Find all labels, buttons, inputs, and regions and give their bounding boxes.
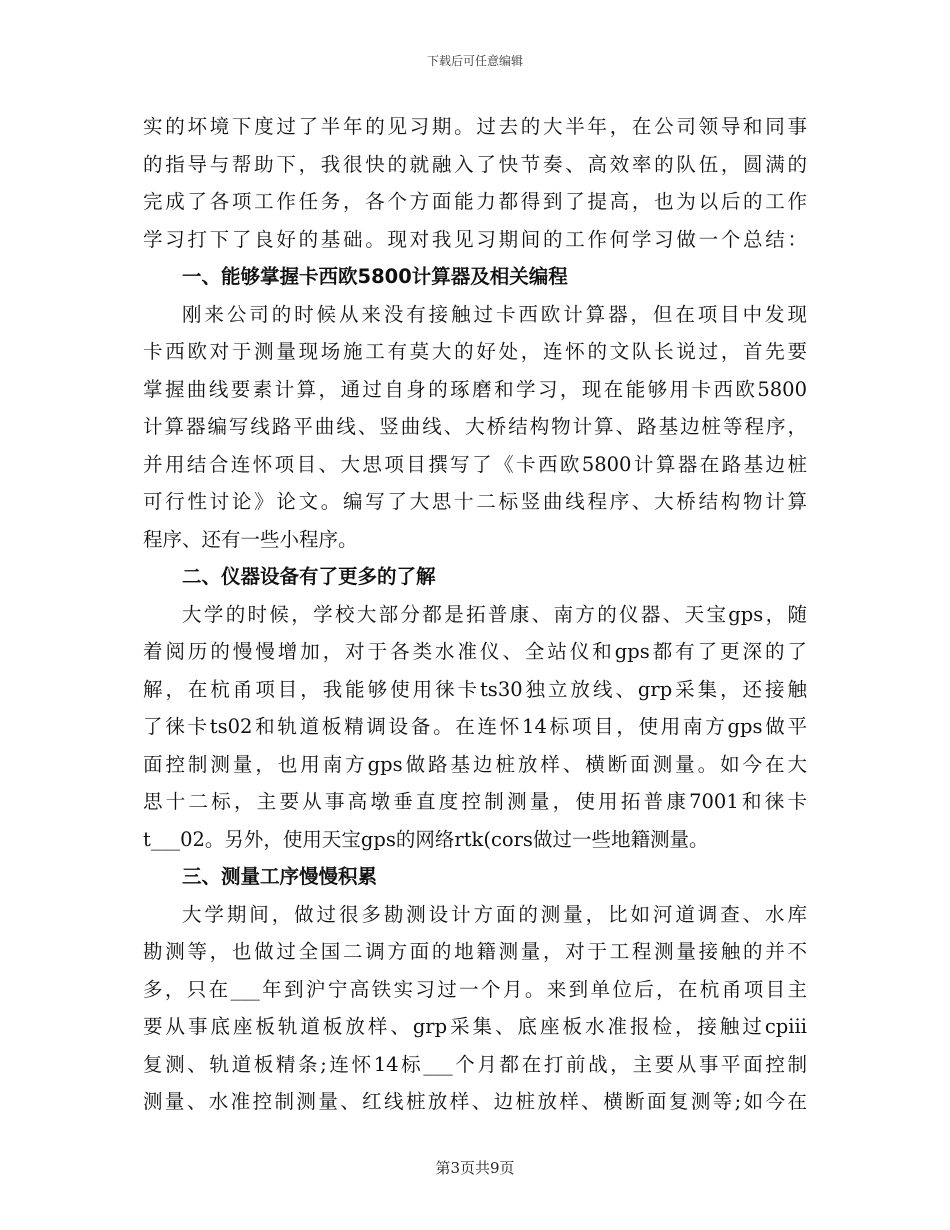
- page-number: 第3页共9页: [435, 1159, 515, 1177]
- section-1-line-3: 掌握曲线要素计算，通过自身的琢磨和学习，现在能够用卡西欧5800: [143, 377, 807, 401]
- section-2-line-1: 大学的时候，学校大部分都是拓普康、南方的仪器、天宝gps，随: [182, 602, 807, 626]
- section-2-line-2: 着阅历的慢慢增加，对于各类水准仪、全站仪和gps都有了更深的了: [143, 640, 807, 663]
- section-2-line-3: 解，在杭甬项目，我能够使用徕卡ts30独立放线、grp采集，还接触: [143, 677, 807, 701]
- section-2-line-4: 了徕卡ts02和轨道板精调设备。在连怀14标项目，使用南方gps做平: [143, 715, 807, 738]
- section-3-line-4: 要从事底座板轨道板放样、grp采集、底座板水准报检，接触过cpiii: [143, 1015, 807, 1038]
- section-3-line-5: 复测、轨道板精条;连怀14标___个月都在打前战，主要从事平面控制: [143, 1052, 807, 1076]
- section-1-line-4: 计算器编写线路平曲线、竖曲线、大桥结构物计算、路基边桩等程序，: [143, 415, 807, 438]
- document-body: [143, 108, 807, 1121]
- section-3-line-6: 测量、水准控制测量、红线桩放样、边桩放样、横断面复测等;如今在: [143, 1090, 807, 1113]
- section-1-line-7: 程序、还有一些小程序。: [143, 527, 358, 551]
- section-3-heading: 三、测量工序慢慢积累: [182, 865, 378, 888]
- intro-line-3: 完成了各项工作任务，各个方面能力都得到了提高，也为以后的工作: [143, 190, 807, 213]
- intro-line-2: 的指导与帮助下，我很快的就融入了快节奏、高效率的队伍，圆满的: [143, 152, 807, 176]
- section-2-line-7: t___02。另外，使用天宝gps的网络rtk(cors做过一些地籍测量。: [143, 827, 709, 851]
- section-3-line-1: 大学期间，做过很多勘测设计方面的测量，比如河道调查、水库: [182, 902, 807, 926]
- section-2-heading: 二、仪器设备有了更多的了解: [182, 565, 436, 588]
- section-1-line-2: 卡西欧对于测量现场施工有莫大的好处，连怀的文队长说过，首先要: [143, 340, 807, 363]
- section-1-line-6: 可行性讨论》论文。编写了大思十二标竖曲线程序、大桥结构物计算: [143, 490, 807, 513]
- section-2-line-5: 面控制测量，也用南方gps做路基边桩放样、横断面测量。如今在大: [143, 752, 807, 776]
- intro-line-4: 学习打下了良好的基础。现对我见习期间的工作何学习做一个总结：: [143, 227, 807, 251]
- intro-line-1: 实的坏境下度过了半年的见习期。过去的大半年，在公司领导和同事: [143, 115, 807, 138]
- section-3-line-3: 多，只在___年到沪宁高铁实习过一个月。来到单位后，在杭甬项目主: [143, 977, 807, 1001]
- page-header-note: 下载后可任意编辑: [426, 54, 523, 68]
- section-1-heading: 一、能够掌握卡西欧5800计算器及相关编程: [182, 265, 568, 288]
- section-1-line-1: 刚来公司的时候从来没有接触过卡西欧计算器，但在项目中发现: [182, 302, 807, 326]
- section-2-line-6: 思十二标，主要从事高墩垂直度控制测量，使用拓普康7001和徕卡: [143, 790, 807, 813]
- section-1-line-5: 并用结合连怀项目、大思项目撰写了《卡西欧5800计算器在路基边桩: [143, 452, 807, 476]
- section-3-line-2: 勘测等，也做过全国二调方面的地籍测量，对于工程测量接触的并不: [143, 940, 807, 963]
